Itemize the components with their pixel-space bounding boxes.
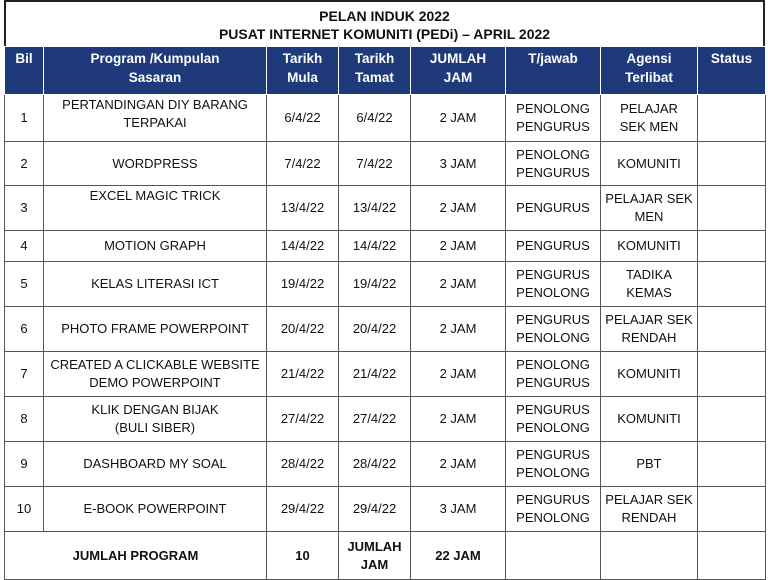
cell-tamat: 27/4/22	[339, 397, 411, 442]
cell-program: KELAS LITERASI ICT	[44, 262, 267, 307]
header-program: Program /Kumpulan Sasaran	[44, 47, 267, 95]
total-empty-status	[698, 532, 766, 580]
cell-tamat: 28/4/22	[339, 442, 411, 487]
cell-status	[698, 231, 766, 262]
cell-agensi: PBT	[601, 442, 698, 487]
header-tarikh-tamat: Tarikh Tamat	[339, 47, 411, 95]
total-jam-value: 22 JAM	[411, 532, 506, 580]
table-row	[5, 231, 766, 262]
cell-tjawab: PENGURUS	[506, 231, 601, 262]
cell-bil: 2	[5, 142, 44, 186]
header-bil: Bil	[5, 47, 44, 95]
cell-program: DASHBOARD MY SOAL	[44, 442, 267, 487]
cell-mula: 28/4/22	[267, 442, 339, 487]
cell-mula: 7/4/22	[267, 142, 339, 186]
table-row	[5, 487, 766, 532]
cell-tamat: 21/4/22	[339, 352, 411, 397]
cell-agensi: PELAJAR SEK MEN	[601, 186, 698, 231]
header-agensi: Agensi Terlibat	[601, 47, 698, 95]
cell-jam: 2 JAM	[411, 231, 506, 262]
cell-jam: 2 JAM	[411, 307, 506, 352]
cell-bil: 10	[5, 487, 44, 532]
cell-tjawab: PENGURUS PENOLONG	[506, 442, 601, 487]
total-empty-agensi	[601, 532, 698, 580]
cell-bil: 8	[5, 397, 44, 442]
cell-tjawab: PENOLONG PENGURUS	[506, 352, 601, 397]
cell-agensi: KOMUNITI	[601, 231, 698, 262]
cell-jam: 2 JAM	[411, 262, 506, 307]
header-jumlah-jam: JUMLAH JAM	[411, 47, 506, 95]
cell-tjawab: PENGURUS PENOLONG	[506, 307, 601, 352]
table-row	[5, 95, 766, 142]
header-tjawab: T/jawab	[506, 47, 601, 95]
cell-tamat: 14/4/22	[339, 231, 411, 262]
cell-program: EXCEL MAGIC TRICK	[44, 186, 267, 231]
cell-tjawab: PENOLONG PENGURUS	[506, 95, 601, 142]
cell-agensi: PELAJAR SEK RENDAH	[601, 487, 698, 532]
cell-agensi: KOMUNITI	[601, 142, 698, 186]
cell-program: KLIK DENGAN BIJAK (BULI SIBER)	[44, 397, 267, 442]
title-line-1: PELAN INDUK 2022	[319, 8, 450, 24]
cell-status	[698, 186, 766, 231]
cell-tamat: 13/4/22	[339, 186, 411, 231]
cell-status	[698, 352, 766, 397]
cell-program: PERTANDINGAN DIY BARANG TERPAKAI	[44, 95, 267, 142]
cell-jam: 3 JAM	[411, 487, 506, 532]
cell-tjawab: PENGURUS	[506, 186, 601, 231]
cell-program: PHOTO FRAME POWERPOINT	[44, 307, 267, 352]
title-line-2: PUSAT INTERNET KOMUNITI (PEDi) – APRIL 2022	[218, 26, 551, 42]
table-row	[5, 307, 766, 352]
cell-jam: 2 JAM	[411, 95, 506, 142]
cell-status	[698, 307, 766, 352]
cell-tamat: 19/4/22	[339, 262, 411, 307]
table-row	[5, 442, 766, 487]
cell-program: CREATED A CLICKABLE WEBSITE DEMO POWERPOINT	[44, 352, 267, 397]
header-tarikh-mula: Tarikh Mula	[267, 47, 339, 95]
cell-program: MOTION GRAPH	[44, 231, 267, 262]
table-row	[5, 397, 766, 442]
cell-bil: 6	[5, 307, 44, 352]
header-status: Status	[698, 47, 766, 95]
cell-mula: 27/4/22	[267, 397, 339, 442]
cell-mula: 21/4/22	[267, 352, 339, 397]
cell-mula: 19/4/22	[267, 262, 339, 307]
table-row	[5, 262, 766, 307]
cell-status	[698, 95, 766, 142]
cell-tamat: 29/4/22	[339, 487, 411, 532]
cell-jam: 2 JAM	[411, 397, 506, 442]
cell-program: E-BOOK POWERPOINT	[44, 487, 267, 532]
cell-mula: 29/4/22	[267, 487, 339, 532]
cell-agensi: PELAJAR SEK MEN	[601, 95, 698, 142]
cell-mula: 14/4/22	[267, 231, 339, 262]
total-program-count: 10	[267, 532, 339, 580]
total-empty-tjawab	[506, 532, 601, 580]
cell-status	[698, 487, 766, 532]
header-row	[5, 47, 766, 95]
cell-bil: 7	[5, 352, 44, 397]
cell-mula: 20/4/22	[267, 307, 339, 352]
cell-status	[698, 142, 766, 186]
cell-bil: 9	[5, 442, 44, 487]
total-label: JUMLAH PROGRAM	[5, 532, 267, 580]
cell-mula: 6/4/22	[267, 95, 339, 142]
cell-agensi: KOMUNITI	[601, 352, 698, 397]
cell-bil: 4	[5, 231, 44, 262]
table-row	[5, 142, 766, 186]
cell-tjawab: PENGURUS PENOLONG	[506, 487, 601, 532]
cell-jam: 2 JAM	[411, 186, 506, 231]
cell-agensi: KOMUNITI	[601, 397, 698, 442]
table-row	[5, 352, 766, 397]
cell-status	[698, 442, 766, 487]
cell-status	[698, 397, 766, 442]
total-jam-label: JUMLAH JAM	[339, 532, 411, 580]
table-row	[5, 186, 766, 231]
document-title	[4, 0, 765, 48]
cell-tamat: 7/4/22	[339, 142, 411, 186]
total-row	[5, 532, 766, 580]
cell-tjawab: PENOLONG PENGURUS	[506, 142, 601, 186]
cell-jam: 2 JAM	[411, 442, 506, 487]
cell-jam: 2 JAM	[411, 352, 506, 397]
cell-tamat: 6/4/22	[339, 95, 411, 142]
plan-table	[4, 46, 766, 580]
cell-tjawab: PENGURUS PENOLONG	[506, 397, 601, 442]
cell-program: WORDPRESS	[44, 142, 267, 186]
cell-agensi: PELAJAR SEK RENDAH	[601, 307, 698, 352]
cell-bil: 3	[5, 186, 44, 231]
cell-jam: 3 JAM	[411, 142, 506, 186]
cell-mula: 13/4/22	[267, 186, 339, 231]
cell-tamat: 20/4/22	[339, 307, 411, 352]
cell-status	[698, 262, 766, 307]
cell-bil: 1	[5, 95, 44, 142]
cell-tjawab: PENGURUS PENOLONG	[506, 262, 601, 307]
cell-bil: 5	[5, 262, 44, 307]
cell-agensi: TADIKA KEMAS	[601, 262, 698, 307]
